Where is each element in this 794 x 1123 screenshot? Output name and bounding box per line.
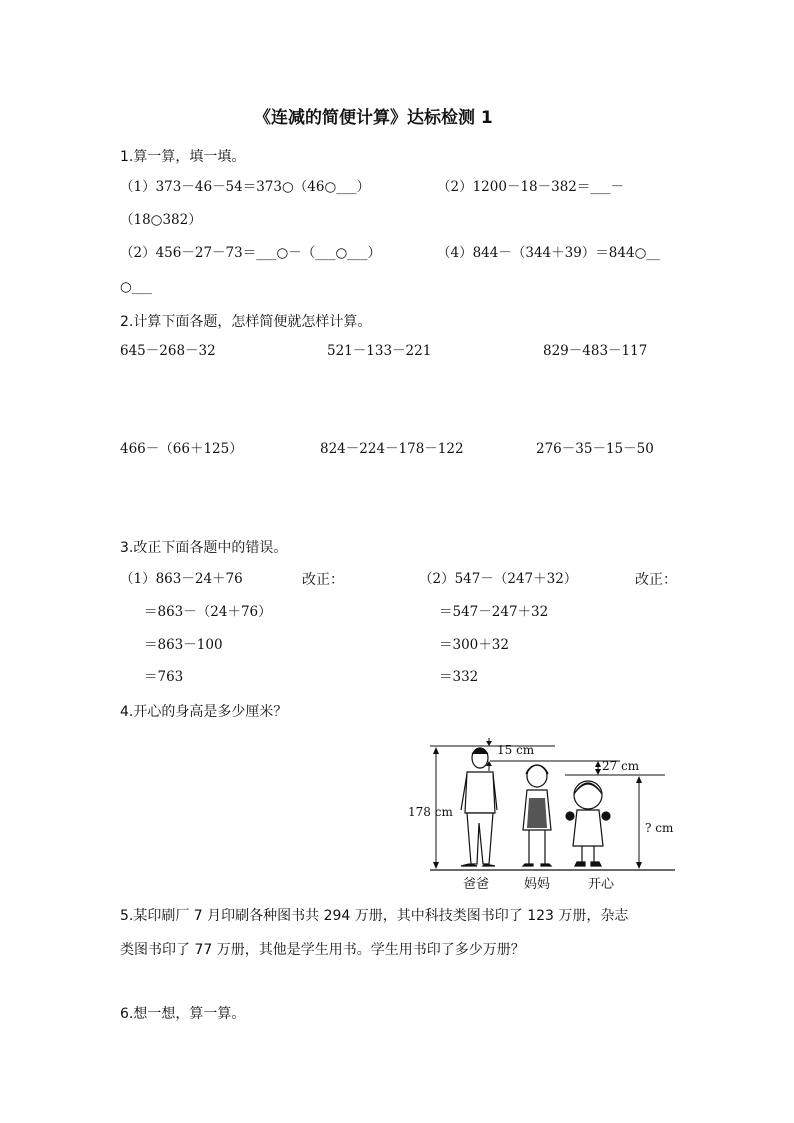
q2-expr-4: 466－（66＋125） bbox=[120, 441, 243, 457]
q2-expr-1: 645－268－32 bbox=[120, 343, 216, 359]
q5-line-2: 类图书印了 77 万册，其他是学生用书。学生用书印了多少万册？ bbox=[120, 942, 525, 958]
kid-figure bbox=[566, 781, 610, 866]
q2-expr-2: 521－133－221 bbox=[327, 343, 432, 359]
q3-heading: 3.改正下面各题中的错误。 bbox=[120, 540, 288, 556]
q6-heading: 6.想一想，算一算。 bbox=[120, 1006, 246, 1022]
q2-expr-6: 276－35－15－50 bbox=[536, 441, 654, 457]
kid-name-label: 开心 bbox=[588, 877, 615, 892]
mom-figure bbox=[523, 765, 551, 866]
dad-name-label: 爸爸 bbox=[463, 877, 490, 892]
q3-right-line-3: ＝300＋32 bbox=[439, 637, 509, 653]
height-figure bbox=[405, 738, 680, 893]
q1-heading: 1.算一算，填一填。 bbox=[120, 149, 246, 165]
q1-item-2-cont: （18○382） bbox=[120, 212, 202, 228]
diff-kid-label: 27 cm bbox=[602, 759, 640, 773]
q1-item-4-cont: ○___ bbox=[120, 279, 153, 295]
q3-left-line-3: ＝863－100 bbox=[144, 637, 223, 653]
page-title: 《连减的简便计算》达标检测 1 bbox=[254, 108, 493, 128]
q3-fix-label-left: 改正： bbox=[302, 572, 344, 588]
mom-name-label: 妈妈 bbox=[524, 877, 551, 892]
q1-item-1: （1）373－46－54＝373○（46○___） bbox=[120, 179, 370, 195]
q1-item-4: （4）844－（344＋39）＝844○__ bbox=[437, 245, 660, 261]
q2-heading: 2.计算下面各题，怎样简便就怎样计算。 bbox=[120, 314, 372, 330]
q3-left-line-4: ＝763 bbox=[144, 669, 184, 685]
q3-left-line-2: ＝863－（24＋76） bbox=[144, 604, 272, 620]
q3-right-line-2: ＝547－247＋32 bbox=[439, 604, 549, 620]
q3-right-line-4: ＝332 bbox=[439, 669, 479, 685]
q1-item-3: （2）456－27－73＝___○－（___○___） bbox=[120, 245, 382, 261]
unknown-height-label: ? cm bbox=[645, 821, 674, 835]
q5-line-1: 5.某印刷厂 7 月印刷各种图书共 294 万册，其中科技类图书印了 123 万册，杂志 bbox=[120, 908, 629, 924]
q3-fix-label-right: 改正： bbox=[635, 572, 677, 588]
height-diagram bbox=[405, 738, 680, 893]
q4-heading: 4.开心的身高是多少厘米？ bbox=[120, 704, 288, 720]
q3-right-line-1: （2）547－（247＋32） bbox=[419, 571, 578, 587]
q2-expr-5: 824－224－178－122 bbox=[320, 441, 464, 457]
q3-left-line-1: （1）863－24＋76 bbox=[120, 571, 243, 587]
diff-mom-label: 15 cm bbox=[497, 743, 535, 757]
q1-item-2: （2）1200－18－382＝___－ bbox=[437, 179, 625, 195]
dad-height-label: 178 cm bbox=[408, 805, 453, 819]
q2-expr-3: 829－483－117 bbox=[543, 343, 648, 359]
